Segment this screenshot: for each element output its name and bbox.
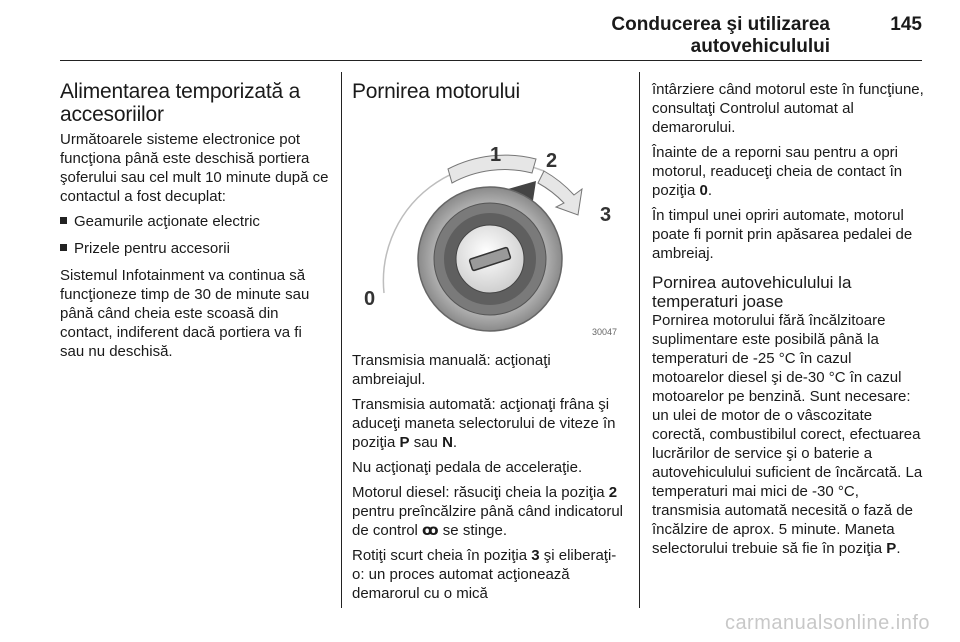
header-title: Conducerea şi utilizarea autovehiculului	[611, 14, 830, 57]
text-run: .	[452, 434, 458, 451]
position-2: 2	[608, 484, 618, 501]
page-number: 145	[890, 14, 922, 35]
position-label-2: 2	[546, 150, 558, 172]
crank-paragraph	[352, 546, 628, 603]
text-run: Pornirea motorului fără încălzitoare suplimentare este posibilă până la temperaturi de -25 °C în cazul motoarelor diesel şi de-30 °C în cazul motoarelor pe benzină. Sunt necesare: un ulei de motor de o vâscozitate corectă, combustibilul corect, efectuarea lucrărilor de service şi o baterie a autovehiculului suficient de încărcată. La temperaturi mai mici de -30 °C, transmisia automată necesită o fază de încălzire de aprox. 5 minute. Maneta selectorului trebuie să fie în poziţia	[652, 312, 923, 557]
column-1	[60, 80, 330, 367]
column-3	[652, 80, 924, 564]
delay-paragraph: întârziere când motorul este în funcţiune, consultaţi Controlul automat al demarorului.	[652, 81, 924, 136]
ignition-switch-figure	[356, 111, 624, 339]
section-heading-timed-power: Alimentarea temporizată a accesoriilor	[60, 80, 301, 126]
column-2	[352, 80, 628, 609]
figure-code: 30047	[592, 327, 618, 337]
text-run: .	[896, 540, 901, 557]
position-label-3: 3	[600, 204, 612, 226]
position-label-1: 1	[490, 144, 502, 166]
bullet-list	[60, 212, 330, 258]
text-run: Rotiţi scurt cheia în poziţia	[352, 547, 532, 564]
manual-transmission-paragraph: Transmisia manuală: acţionaţi ambreiajul.	[352, 352, 551, 388]
text-run: .	[707, 182, 713, 199]
autostop-paragraph: În timpul unei opriri automate, motorul poate fi pornit prin apăsarea pedalei de ambreiaj.	[652, 207, 913, 262]
bullet-item: Prizele pentru accesorii	[60, 239, 330, 258]
gear-n: N	[442, 434, 453, 451]
gear-p: P	[886, 540, 897, 557]
column-divider-2	[639, 72, 640, 608]
intro-paragraph: Următoarele sisteme electronice pot funcţiona până este deschisă portiera şoferului sau cel mult 10 minute după ce contactul a fost decuplat:	[60, 131, 329, 205]
text-run: pentru preîncălzire până când indicatorul de control	[352, 503, 624, 539]
gear-p: P	[399, 434, 410, 451]
glow-plug-icon: ꝏ	[422, 522, 439, 539]
automatic-transmission-paragraph	[352, 395, 628, 452]
restart-paragraph	[652, 143, 924, 200]
header-rule	[60, 60, 922, 61]
ignition-switch-illustration	[356, 111, 624, 339]
watermark: carmanualsonline.info	[724, 612, 930, 634]
text-run: Motorul diesel: răsuciţi cheia la poziţia	[352, 484, 609, 501]
section-heading-cold-start: Pornirea autovehiculului la temperaturi joase	[652, 273, 852, 311]
infotainment-paragraph: Sistemul Infotainment va continua să funcţioneze timp de 30 de minute sau până când cheia este scoasă din contact, indiferent dacă portiera va fi sau nu deschisă.	[60, 267, 310, 360]
text-run: şi eliberaţi-o: un proces automat acţionează demarorul cu o mică	[352, 547, 617, 602]
column-divider-1	[341, 72, 342, 608]
cold-start-paragraph	[652, 311, 924, 558]
text-run: Înainte de a reporni sau pentru a opri motorul, readuceţi cheia de contact în poziţia	[652, 144, 903, 199]
text-run: sau	[409, 434, 443, 451]
diesel-paragraph	[352, 483, 628, 540]
text-run: se stinge.	[438, 522, 508, 539]
position-0: 0	[699, 182, 708, 199]
start-arrow	[538, 171, 582, 215]
accelerator-paragraph: Nu acţionaţi pedala de acceleraţie.	[352, 459, 583, 476]
text-run: Transmisia automată: acţionaţi frâna şi aduceţi maneta selectorului de viteze în poziţia	[352, 396, 616, 451]
position-label-0: 0	[364, 288, 376, 310]
bullet-item: Geamurile acţionate electric	[60, 212, 330, 231]
position-3: 3	[531, 547, 540, 564]
section-heading-engine-start: Pornirea motorului	[352, 80, 520, 103]
